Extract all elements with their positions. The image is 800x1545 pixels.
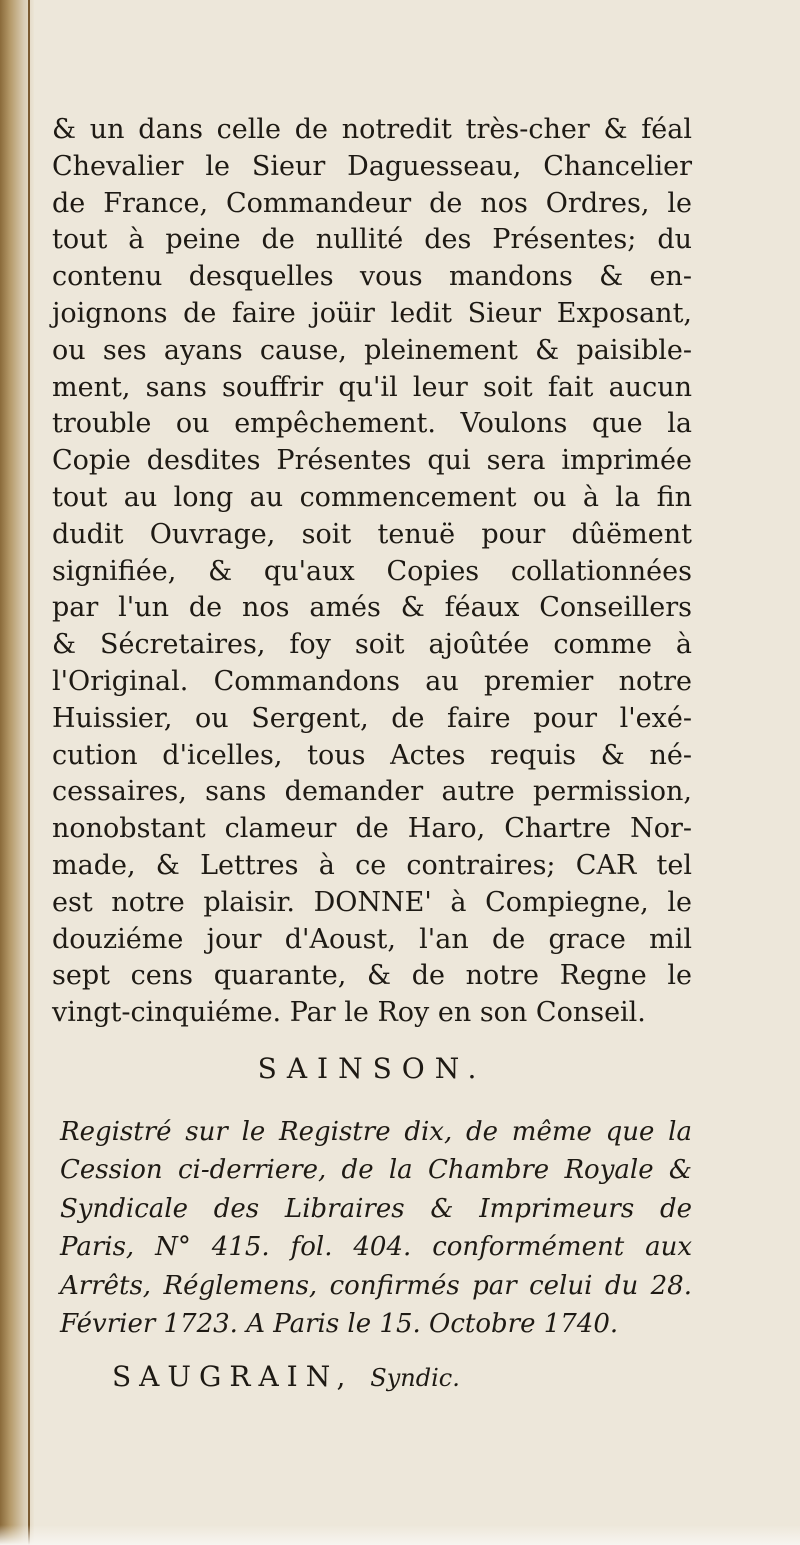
body-line: & Sécretaires, foy soit ajoûtée comme à (52, 629, 692, 661)
body-line: l'Original. Commandons au premier notre (52, 665, 692, 697)
body-line: signifiée, & qu'aux Copies collationnées (52, 555, 692, 587)
body-line: dudit Ouvrage, soit tenuë pour dûëment (52, 518, 692, 550)
body-line: cessaires, sans demander autre permission, (52, 776, 692, 808)
body-paragraph (52, 112, 692, 1032)
body-line: est notre plaisir. DONNE' à Compiegne, le (52, 886, 692, 918)
body-line: ment, sans souffrir qu'il leur soit fait aucun (52, 371, 692, 403)
body-line: Huissier, ou Sergent, de faire pour l'exé- (52, 702, 692, 734)
registration-line: Syndicale des Libraires & Imprimeurs de (60, 1193, 692, 1224)
registration-line: Arrêts, Réglemens, confirmés par celui du 28. (60, 1270, 692, 1301)
body-line: made, & Lettres à ce contraires; CAR tel (52, 849, 692, 881)
body-line: cution d'icelles, tous Actes requis & né- (52, 739, 692, 771)
registration-note (52, 1113, 692, 1344)
syndic-signature (52, 1360, 692, 1393)
body-line: vingt-cinquiéme. Par le Roy en son Conseil. (52, 997, 646, 1029)
body-line: Copie desdites Présentes qui sera imprimée (52, 445, 692, 477)
registration-line: Paris, N° 415. fol. 404. conformément aux (60, 1232, 692, 1263)
body-line: nonobstant clameur de Haro, Chartre Nor- (52, 813, 692, 845)
body-line: par l'un de nos amés & féaux Conseillers (52, 592, 692, 624)
body-line: contenu desquelles vous mandons & en- (52, 261, 692, 293)
body-line: sept cens quarante, & de notre Regne le (52, 960, 692, 992)
body-line: trouble ou empêchement. Voulons que la (52, 408, 692, 440)
body-line: de France, Commandeur de nos Ordres, le (52, 187, 692, 219)
text-block (52, 112, 692, 1393)
registration-line: Février 1723. A Paris le 15. Octobre 1740. (60, 1309, 619, 1340)
syndic-name: SAUGRAIN, (112, 1359, 354, 1393)
body-line: & un dans celle de notredit très-cher & féal (52, 114, 692, 145)
syndic-title: Syndic. (370, 1363, 460, 1392)
page-bottom-edge (0, 1525, 800, 1545)
body-line: Chevalier le Sieur Daguesseau, Chancelier (52, 150, 692, 182)
binding-line (28, 0, 30, 1545)
body-line: tout au long au commencement ou à la fin (52, 481, 692, 513)
body-line: ou ses ayans cause, pleinement & paisible- (52, 334, 692, 366)
body-line: douziéme jour d'Aoust, l'an de grace mil (52, 923, 692, 955)
registration-line: Registré sur le Registre dix, de même que la (60, 1116, 692, 1147)
body-line: tout à peine de nullité des Présentes; du (52, 224, 692, 256)
signature-sainson: SAINSON. (257, 1051, 487, 1085)
registration-line: Cession ci-derriere, de la Chambre Royale & (60, 1155, 692, 1186)
body-line: joignons de faire joüir ledit Sieur Exposant, (52, 297, 692, 329)
